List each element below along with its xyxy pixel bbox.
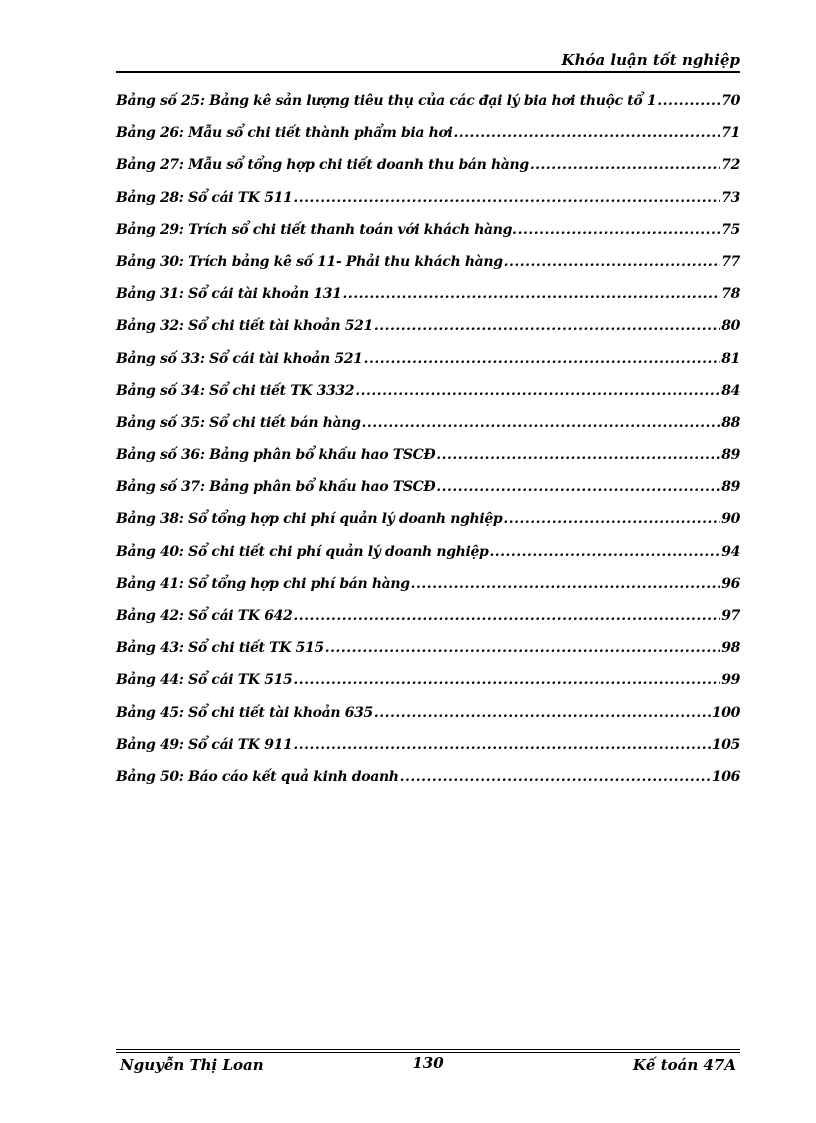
toc-entry-title: Bảng 42: Sổ cái TK 642 — [116, 608, 293, 624]
toc-dot-leader — [293, 737, 710, 753]
toc-entry-title: Bảng 50: Báo cáo kết quả kinh doanh — [116, 768, 399, 785]
toc-entry-title: Bảng 41: Sổ tổng hợp chi phí bán hàng — [116, 575, 410, 592]
toc-dot-leader — [325, 640, 720, 656]
toc-entry-title: Bảng 32: Sổ chi tiết tài khoản 521 — [116, 318, 373, 335]
running-header: Khóa luận tốt nghiệp — [561, 51, 740, 69]
toc-entry-page: 98 — [721, 640, 740, 657]
toc-entry — [116, 769, 740, 801]
toc-entry-title: Bảng 45: Sổ chi tiết tài khoản 635 — [116, 704, 373, 721]
toc-entry-title: Bảng số 34: Sổ chi tiết TK 3332 — [116, 382, 355, 399]
toc-dot-leader — [343, 286, 721, 302]
toc-entry-page: 73 — [721, 189, 740, 206]
toc-entry — [116, 672, 740, 704]
toc-entry — [116, 383, 740, 415]
toc-entry-title: Bảng số 36: Bảng phân bổ khấu hao TSCĐ — [116, 447, 436, 464]
toc-entry-title: Bảng 49: Sổ cái TK 911 — [116, 736, 293, 753]
toc-entry-title: Bảng 30: Trích bảng kê số 11- Phải thu khách hàng — [116, 253, 503, 270]
header-rule — [116, 71, 740, 73]
toc-entry-page: 89 — [721, 447, 740, 464]
toc-dot-leader — [518, 222, 721, 238]
toc-entry — [116, 576, 740, 608]
toc-dot-leader — [400, 769, 711, 785]
toc-entry-page: 81 — [721, 350, 740, 367]
toc-entry — [116, 511, 740, 543]
toc-entry-page: 105 — [711, 736, 740, 753]
toc-dot-leader — [362, 415, 721, 431]
toc-entry-title: Bảng 43: Sổ chi tiết TK 515 — [116, 640, 324, 657]
toc-dot-leader — [436, 479, 720, 495]
footer-class-name: Kế toán 47A — [632, 1056, 736, 1074]
running-footer — [120, 1054, 736, 1076]
toc-entry-page: 78 — [721, 286, 740, 303]
toc-entry — [116, 318, 740, 350]
toc-dot-leader — [503, 511, 720, 527]
toc-entry-title: Bảng 27: Mẫu sổ tổng hợp chi tiết doanh thu bán hàng — [116, 157, 529, 174]
toc-entry-page: 71 — [721, 125, 740, 142]
toc-entry — [116, 351, 740, 383]
toc-dot-leader — [411, 576, 721, 592]
toc-entry-page: 90 — [721, 511, 740, 528]
toc-dot-leader — [364, 351, 721, 367]
toc-entry-page: 75 — [721, 221, 740, 238]
toc-entry-page: 70 — [721, 93, 740, 109]
toc-entry — [116, 254, 740, 286]
toc-entry — [116, 544, 740, 576]
toc-entry — [116, 447, 740, 479]
toc-dot-leader — [374, 318, 720, 334]
toc-entry-page: 96 — [721, 575, 740, 592]
toc-entry-page: 99 — [721, 672, 740, 689]
toc-entry-page: 84 — [721, 382, 740, 399]
toc-dot-leader — [355, 383, 720, 399]
toc-dot-leader — [436, 447, 720, 463]
toc-entry — [116, 608, 740, 640]
toc-entry-title: Bảng 38: Sổ tổng hợp chi phí quản lý doanh nghiệp — [116, 511, 503, 528]
toc-dot-leader — [657, 93, 720, 109]
toc-dot-leader — [293, 608, 720, 624]
toc-entry-page: 100 — [711, 704, 740, 721]
toc-entry-page: 88 — [721, 414, 740, 431]
footer-author: Nguyễn Thị Loan — [120, 1056, 264, 1074]
toc-entry — [116, 640, 740, 672]
toc-entry — [116, 125, 740, 157]
toc-entry-title: Bảng số 35: Sổ chi tiết bán hàng — [116, 414, 361, 431]
toc-entry — [116, 415, 740, 447]
toc-entry — [116, 737, 740, 769]
toc-dot-leader — [489, 544, 720, 560]
toc-entry-title: Bảng số 33: Sổ cái tài khoản 521 — [116, 350, 363, 367]
toc-dot-leader — [530, 157, 720, 173]
toc-entry-title: Bảng số 25: Bảng kê sản lượng tiêu thụ của các đại lý bia hơi thuộc tổ 1 — [116, 93, 657, 109]
toc-entry-page: 80 — [721, 318, 740, 335]
toc-entry — [116, 190, 740, 222]
footer-rule-bottom — [116, 1052, 740, 1053]
toc-entry-title: Bảng 29: Trích sổ chi tiết thanh toán với khách hàng. — [116, 221, 517, 238]
toc-dot-leader — [293, 672, 720, 688]
toc-entry — [116, 222, 740, 254]
toc-entry-title: Bảng 31: Sổ cái tài khoản 131 — [116, 286, 342, 303]
toc-entry-page: 77 — [721, 253, 740, 270]
toc-entry-page: 94 — [721, 543, 740, 560]
toc-dot-leader — [504, 254, 721, 270]
toc-entry — [116, 157, 740, 189]
toc-dot-leader — [453, 125, 720, 141]
toc-entry — [116, 479, 740, 511]
toc-entry-title: Bảng số 37: Bảng phân bổ khấu hao TSCĐ — [116, 479, 436, 496]
toc-entry-title: Bảng 44: Sổ cái TK 515 — [116, 672, 293, 689]
toc-entry-page: 106 — [711, 768, 740, 785]
table-of-tables — [116, 93, 740, 801]
toc-entry-title: Bảng 28: Sổ cái TK 511 — [116, 189, 293, 206]
toc-entry-page: 89 — [721, 479, 740, 496]
footer-page-number: 130 — [412, 1054, 444, 1072]
toc-entry-page: 97 — [721, 608, 740, 624]
toc-entry — [116, 93, 740, 125]
toc-entry-page: 72 — [721, 157, 740, 174]
toc-dot-leader — [293, 190, 720, 206]
toc-entry — [116, 705, 740, 737]
toc-entry-title: Bảng 40: Sổ chi tiết chi phí quản lý doanh nghiệp — [116, 543, 489, 560]
toc-entry-title: Bảng 26: Mẫu sổ chi tiết thành phẩm bia hơi — [116, 125, 453, 142]
toc-dot-leader — [374, 705, 711, 721]
toc-entry — [116, 286, 740, 318]
footer-rule-top — [116, 1049, 740, 1050]
